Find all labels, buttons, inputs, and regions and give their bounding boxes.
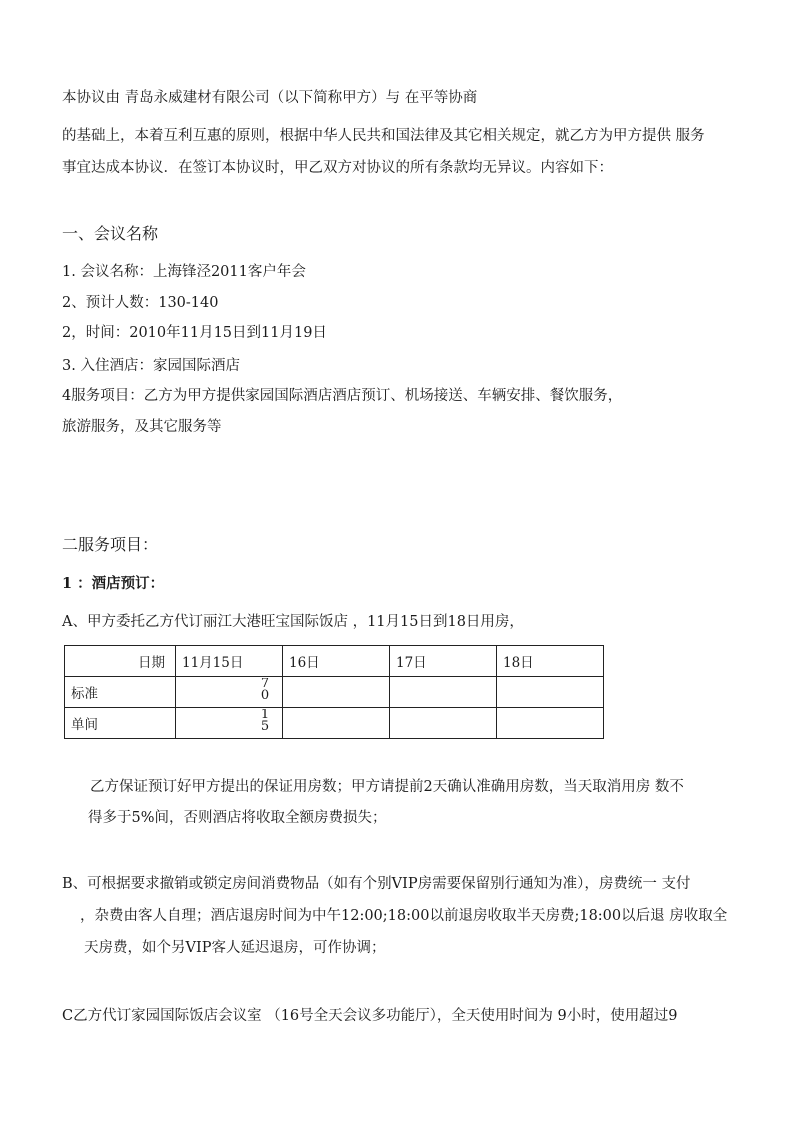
table-row-label: 单间 — [65, 708, 176, 739]
section1-item-1: 1. 会议名称：上海锋泾2011客户年会 — [62, 264, 306, 280]
table-header-row — [65, 646, 604, 677]
intro-line-1: 本协议由 青岛永威建材有限公司（以下简称甲方）与 在平等协商 — [62, 90, 478, 106]
section1-item-3: 2，时间：2010年11月15日到11月19日 — [62, 325, 327, 341]
table-header-cell: 11月15日 — [176, 646, 283, 677]
guarantee-line-2: 得多于5%间，否则酒店将收取全额房费损失； — [88, 810, 387, 826]
table-header-cell: 18日 — [497, 646, 604, 677]
section1-item-4: 3. 入住酒店：家园国际酒店 — [62, 358, 240, 374]
clause-c-line-1: C乙方代订家园国际饭店会议室 （16号全天会议多功能厅），全天使用时间为 9小时，使用超过9 — [62, 1008, 678, 1024]
section2-title: 二服务项目： — [62, 535, 159, 554]
table-cell — [390, 677, 497, 708]
section1-title: 一、会议名称 — [62, 224, 159, 243]
clause-b-line-3: 天房费，如个另VIP客人延迟退房，可作协调； — [84, 940, 386, 956]
intro-line-2: 的基础上，本着互利互惠的原则，根据中华人民共和国法律及其它相关规定，就乙方为甲方提供 服务 — [62, 128, 705, 144]
table-cell — [497, 708, 604, 739]
section2-sub1: 1 ：酒店预订： — [62, 575, 165, 592]
intro-line-3: 事宜达成本协议．在签订本协议时，甲乙双方对协议的所有条款均无异议。内容如下： — [62, 160, 613, 176]
table-row — [65, 708, 604, 739]
table-header-cell: 17日 — [390, 646, 497, 677]
guarantee-line-1: 乙方保证预订好甲方提出的保证用房数；甲方请提前2天确认准确用房数，当天取消用房 数不 — [90, 779, 684, 795]
section2-a-line: A、甲方委托乙方代订丽江大港旺宝国际饭店 ，11月15日到18日用房， — [62, 614, 524, 630]
table-cell — [176, 677, 283, 708]
table-cell — [176, 708, 283, 739]
table-cell — [283, 677, 390, 708]
table-header-cell: 16日 — [283, 646, 390, 677]
section1-item-2: 2、预计人数：130-140 — [62, 295, 219, 311]
section1-item-5: 4服务项目：乙方为甲方提供家园国际酒店酒店预订、机场接送、车辆安排、餐饮服务， — [62, 388, 623, 404]
table-row — [65, 677, 604, 708]
table-cell — [283, 708, 390, 739]
table-row-label: 标准 — [65, 677, 176, 708]
table-cell-value: 15 — [260, 709, 270, 734]
section1-item-6: 旅游服务，及其它服务等 — [62, 419, 222, 435]
clause-b-line-2: ，杂费由客人自理；酒店退房时间为中午12:00;18:00以前退房收取半天房费;18:00以后退 房收取全 — [80, 908, 728, 924]
table-cell-value: 70 — [260, 678, 270, 703]
clause-b-line-1: B、可根据要求撤销或锁定房间消费物品（如有个别VIP房需要保留别行通知为准），房费统一 支付 — [62, 876, 691, 892]
table-header-cell: 日期 — [65, 646, 176, 677]
table-cell — [390, 708, 497, 739]
table-cell — [497, 677, 604, 708]
room-booking-table — [64, 645, 604, 739]
